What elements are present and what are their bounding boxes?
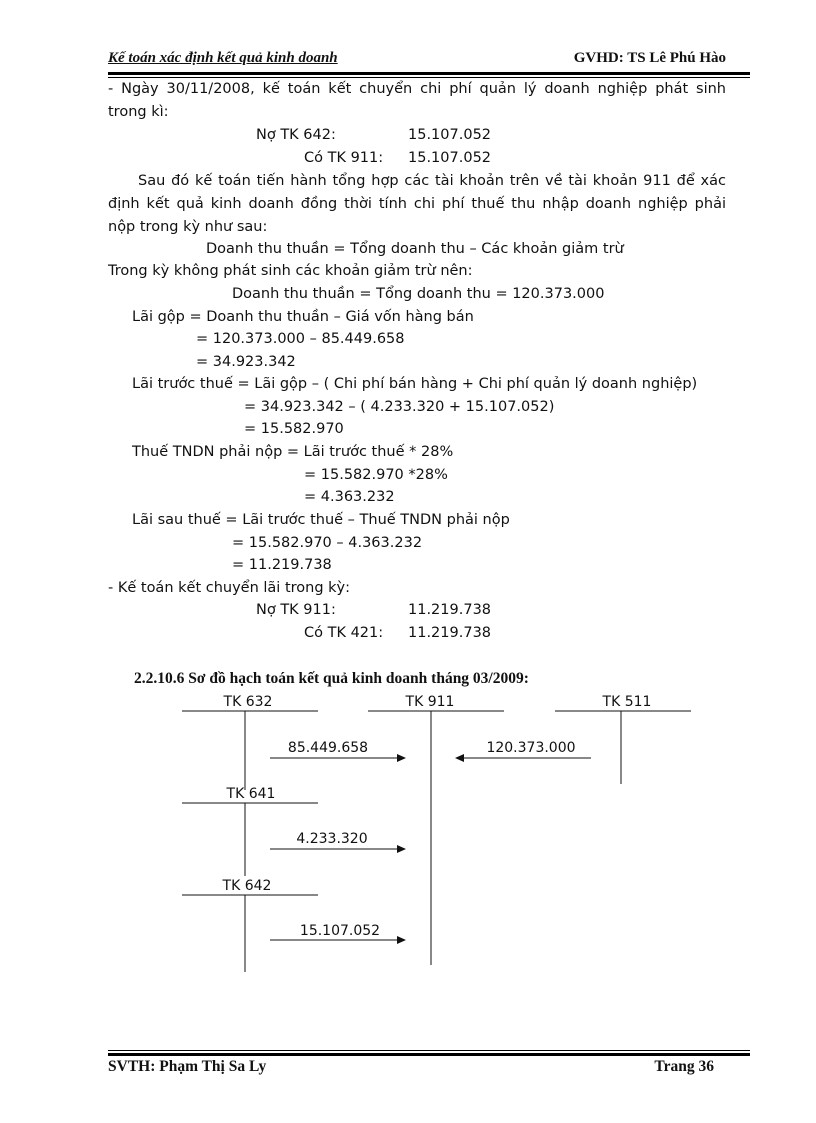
arrow-641-head bbox=[397, 845, 406, 853]
pretax-result: = 15.582.970 bbox=[244, 421, 344, 437]
gross-result: = 34.923.342 bbox=[196, 354, 296, 370]
amount-641-label: 4.233.320 bbox=[296, 831, 368, 847]
no-deductions-line: Trong kỳ không phát sinh các khoản giảm trừ nên: bbox=[108, 263, 473, 279]
entry1-credit-label: Có TK 911: bbox=[304, 150, 384, 166]
amount-632-label: 85.449.658 bbox=[287, 740, 369, 756]
transfer-line: - Kế toán kết chuyển lãi trong kỳ: bbox=[108, 580, 351, 596]
footer-student: SVTH: Phạm Thị Sa Ly bbox=[108, 1058, 267, 1075]
arrow-632-head bbox=[397, 754, 406, 762]
entry2-debit-value: 11.219.738 bbox=[408, 602, 492, 618]
entry2-credit-value: 11.219.738 bbox=[408, 625, 492, 641]
paragraph-line: - Ngày 30/11/2008, kế toán kết chuyển chi phí quản lý doanh nghiệp phát sinh bbox=[108, 81, 726, 97]
tk642-label: TK 642 bbox=[222, 878, 272, 894]
gross-calc: = 120.373.000 – 85.449.658 bbox=[196, 331, 405, 347]
paragraph-line: trong kì: bbox=[108, 104, 169, 120]
tk632-label: TK 632 bbox=[223, 694, 273, 710]
header-title: Kế toán xác định kết quả kinh doanh bbox=[108, 50, 338, 66]
section-title: 2.2.10.6 Sơ đồ hạch toán kết quả kinh doanh tháng 03/2009: bbox=[134, 670, 529, 687]
tax-result: = 4.363.232 bbox=[304, 489, 395, 505]
entry1-credit-value: 15.107.052 bbox=[408, 150, 492, 166]
paragraph-line: nộp trong kỳ như sau: bbox=[108, 219, 268, 235]
footer-page-number: Trang 36 bbox=[654, 1058, 714, 1075]
amount-511-label: 120.373.000 bbox=[486, 740, 576, 756]
net-calc: = 15.582.970 – 4.363.232 bbox=[232, 535, 423, 551]
pretax-calc: = 34.923.342 – ( 4.233.320 + 15.107.052) bbox=[244, 399, 555, 415]
paragraph-line: định kết quả kinh doanh đồng thời tính chi phí thuế thu nhập doanh nghiệp phải bbox=[108, 196, 726, 212]
footer-rule-thin bbox=[108, 1050, 750, 1051]
amount-642-label: 15.107.052 bbox=[299, 923, 381, 939]
paragraph-line: Sau đó kế toán tiến hành tổng hợp các tài khoản trên về tài khoản 911 để xác bbox=[138, 173, 726, 189]
tax-formula: Thuế TNDN phải nộp = Lãi trước thuế * 28% bbox=[132, 444, 454, 460]
gross-formula: Lãi gộp = Doanh thu thuần – Giá vốn hàng bán bbox=[132, 309, 474, 325]
net-result: = 11.219.738 bbox=[232, 557, 332, 573]
entry2-credit-label: Có TK 421: bbox=[304, 625, 384, 641]
arrow-642-head bbox=[397, 936, 406, 944]
entry2-debit-label: Nợ TK 911: bbox=[256, 602, 336, 618]
revenue-calc: Doanh thu thuần = Tổng doanh thu = 120.373.000 bbox=[232, 286, 605, 302]
tk511-label: TK 511 bbox=[602, 694, 652, 710]
footer-rule-thick bbox=[108, 1053, 750, 1056]
tax-calc: = 15.582.970 *28% bbox=[304, 467, 448, 483]
arrow-511-head bbox=[455, 754, 464, 762]
pretax-formula: Lãi trước thuế = Lãi gộp – ( Chi phí bán hàng + Chi phí quản lý doanh nghiệp) bbox=[132, 376, 698, 392]
entry1-debit-label: Nợ TK 642: bbox=[256, 127, 336, 143]
tk911-label: TK 911 bbox=[405, 694, 455, 710]
header-supervisor: GVHD: TS Lê Phú Hào bbox=[573, 50, 726, 66]
formula-revenue: Doanh thu thuần = Tổng doanh thu – Các khoản giảm trừ bbox=[206, 241, 624, 257]
tk641-label: TK 641 bbox=[226, 786, 276, 802]
net-formula: Lãi sau thuế = Lãi trước thuế – Thuế TNDN phải nộp bbox=[132, 512, 510, 528]
entry1-debit-value: 15.107.052 bbox=[408, 127, 492, 143]
